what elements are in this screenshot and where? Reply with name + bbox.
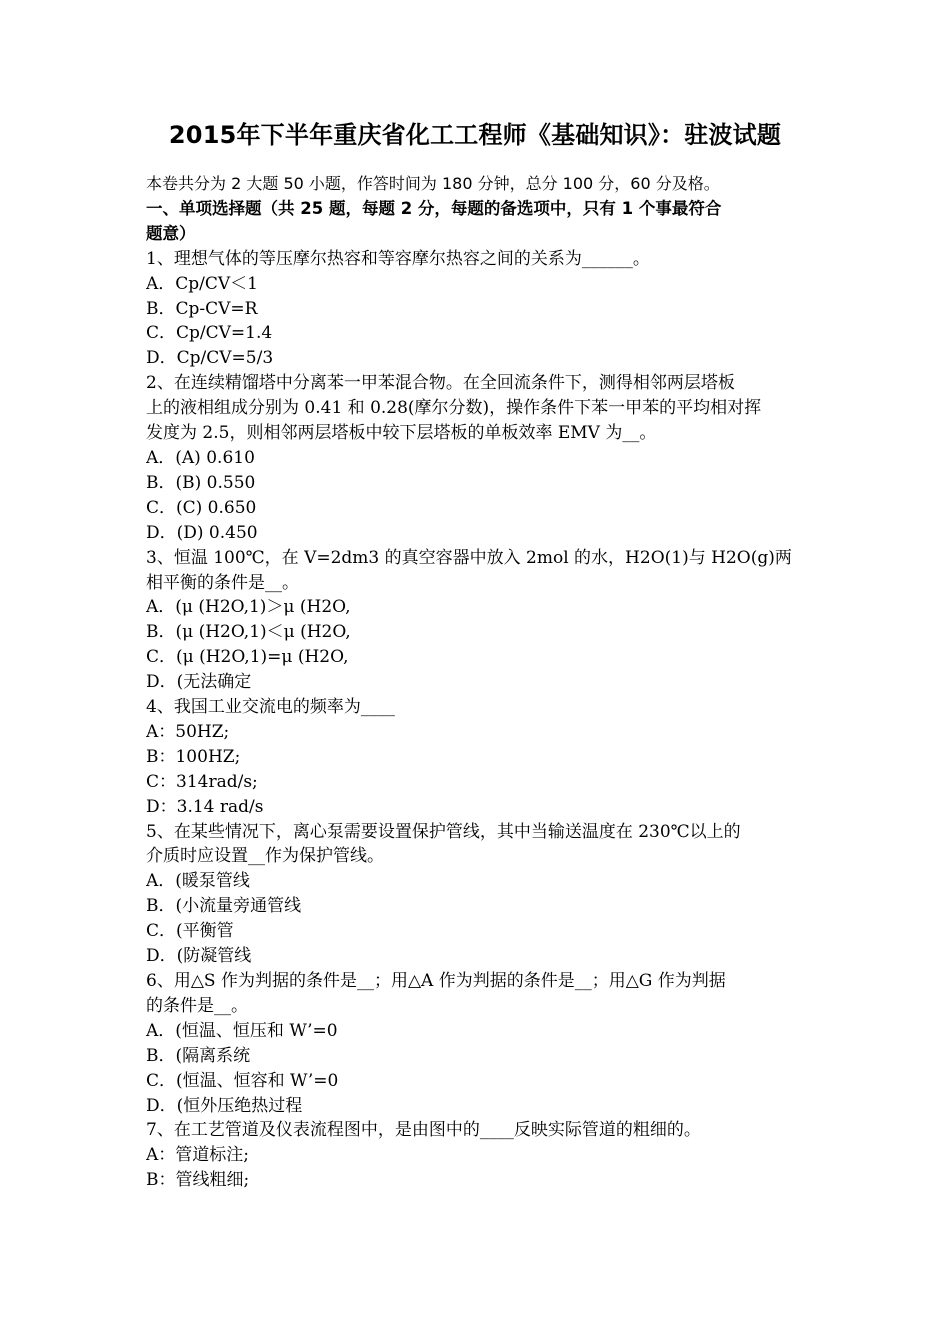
- option-c: C．(C) 0.650: [146, 497, 257, 518]
- section-heading: 一、单项选择题（共 25 题，每题 2 分，每题的备选项中，只有 1 个事最符合: [146, 198, 722, 218]
- option-b: B：管线粗细;: [146, 1170, 250, 1191]
- option-d: D．(D) 0.450: [146, 522, 258, 543]
- option-c: C：314rad/s;: [146, 771, 258, 792]
- option-d: D．Cp/CV=5/3: [146, 348, 274, 369]
- option-a: A：管道标注;: [146, 1145, 250, 1166]
- option-b: B．Cp-CV=R: [146, 298, 258, 319]
- question-2: [146, 371, 810, 545]
- question-5: [146, 820, 810, 969]
- question-stem: 7、在工艺管道及仪表流程图中，是由图中的____反映实际管道的粗细的。: [146, 1120, 701, 1141]
- question-stem-cont: 上的液相组成分别为 0.41 和 0.28(摩尔分数)，操作条件下苯一甲苯的平均相对挥: [146, 398, 762, 419]
- option-a: A．Cp/CV＜1: [146, 273, 258, 294]
- question-stem: 5、在某些情况下，离心泵需要设置保护管线，其中当输送温度在 230℃以上的: [146, 821, 741, 842]
- option-d: D．(恒外压绝热过程: [146, 1095, 303, 1116]
- option-b: B．(μ (H2O,1)＜μ (H2O,: [146, 622, 351, 643]
- option-c: C．(恒温、恒容和 W’=0: [146, 1070, 339, 1091]
- option-a: A．(μ (H2O,1)＞μ (H2O,: [146, 597, 351, 618]
- question-stem: 1、理想气体的等压摩尔热容和等容摩尔热容之间的关系为______。: [146, 248, 650, 269]
- option-d: D：3.14 rad/s: [146, 796, 264, 817]
- option-d: D．(无法确定: [146, 672, 252, 693]
- option-d: D．(防凝管线: [146, 946, 252, 967]
- question-stem-cont: 发度为 2.5，则相邻两层塔板中较下层塔板的单板效率 EMV 为__。: [146, 423, 657, 444]
- option-b: B．(隔离系统: [146, 1045, 251, 1066]
- option-b: B．(小流量旁通管线: [146, 896, 302, 917]
- section-heading-cont: 题意）: [146, 223, 196, 243]
- question-6: [146, 969, 810, 1118]
- exam-intro: 本卷共分为 2 大题 50 小题，作答时间为 180 分钟，总分 100 分，60 分及格。: [146, 174, 720, 193]
- question-1: [146, 247, 810, 372]
- question-3: [146, 546, 810, 695]
- question-stem-cont: 相平衡的条件是__。: [146, 572, 299, 593]
- option-b: B：100HZ;: [146, 746, 241, 767]
- option-a: A：50HZ;: [146, 721, 230, 742]
- option-b: B．(B) 0.550: [146, 472, 256, 493]
- question-7: [146, 1118, 810, 1193]
- question-stem-cont: 介质时应设置__作为保护管线。: [146, 846, 384, 867]
- question-stem: 3、恒温 100℃，在 V=2dm3 的真空容器中放入 2mol 的水，H2O(1)与 H2O(g)两: [146, 547, 792, 568]
- option-c: C．(μ (H2O,1)=μ (H2O,: [146, 647, 349, 668]
- option-c: C．(平衡管: [146, 921, 234, 942]
- question-4: [146, 695, 810, 820]
- option-a: A．(暖泵管线: [146, 871, 250, 892]
- option-a: A．(恒温、恒压和 W’=0: [146, 1020, 338, 1041]
- option-c: C．Cp/CV=1.4: [146, 323, 273, 344]
- option-a: A．(A) 0.610: [146, 447, 255, 468]
- question-stem: 6、用△S 作为判据的条件是__；用△A 作为判据的条件是__；用△G 作为判据: [146, 971, 726, 991]
- question-stem: 2、在连续精馏塔中分离苯一甲苯混合物。在全回流条件下，测得相邻两层塔板: [146, 373, 735, 394]
- document-title: 2015年下半年重庆省化工工程师《基础知识》：驻波试题: [168, 121, 782, 149]
- question-stem: 4、我国工业交流电的频率为____: [146, 697, 395, 718]
- question-stem-cont: 的条件是__。: [146, 995, 248, 1016]
- document-body: [146, 172, 810, 1193]
